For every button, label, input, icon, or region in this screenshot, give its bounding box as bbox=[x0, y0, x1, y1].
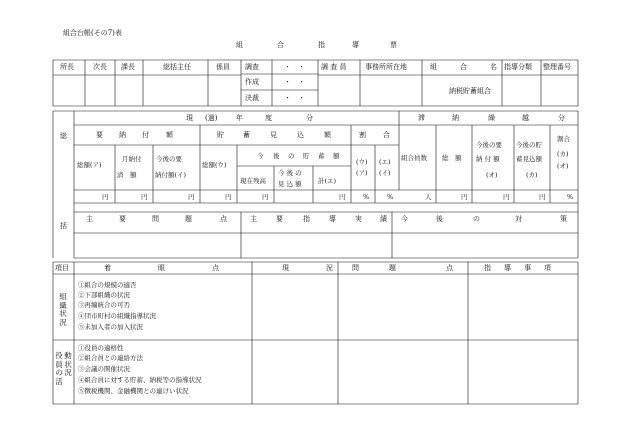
list-item: ③再編統合の可否 bbox=[78, 301, 130, 309]
office-location-label: 事務所所在地 bbox=[365, 63, 407, 71]
current-balance-label: 現在残高 bbox=[240, 177, 266, 185]
investigator-label: 調 査 員 bbox=[321, 63, 347, 71]
position-staff: 係員 bbox=[216, 63, 230, 71]
form-label: 組合台帳(その7)表 bbox=[63, 29, 122, 37]
list-item: ②下部組織の状況 bbox=[78, 291, 130, 299]
total-a-label: 総額(ア) bbox=[77, 161, 102, 169]
date-survey: ・ ・ bbox=[284, 63, 305, 71]
position-section-chief: 課長 bbox=[121, 63, 135, 71]
total-u-label: 総額(ウ) bbox=[202, 161, 227, 169]
position-chief: 総括主任 bbox=[163, 63, 191, 71]
date-approve: ・ ・ bbox=[284, 94, 305, 102]
officer-activity-label-b: 動 状 況 bbox=[64, 351, 72, 378]
stage-survey: 調査 bbox=[245, 63, 259, 71]
position-director: 所長 bbox=[60, 63, 74, 71]
officer-activity-label-a: 役 員 の 活 bbox=[55, 351, 63, 386]
guidance-class-label: 指導分類 bbox=[504, 63, 532, 71]
list-item: ④組合員に対する貯蓄、納税等の指導状況 bbox=[78, 376, 202, 384]
total-e-label: 計(エ) bbox=[318, 177, 337, 185]
side-label-katsu: 括 bbox=[60, 222, 67, 230]
list-item: ⑤未加入者の加入状況 bbox=[78, 323, 143, 331]
members-count-label: 組合員数 bbox=[401, 154, 427, 162]
position-deputy: 次長 bbox=[93, 63, 107, 71]
stage-approve: 決裁 bbox=[245, 94, 259, 102]
serial-number-label: 整理番号 bbox=[543, 63, 571, 71]
item-header: 項目 bbox=[55, 264, 69, 272]
union-name-value: 納税貯蓄組合 bbox=[449, 87, 491, 95]
list-item: ②組合員との連絡方法 bbox=[78, 354, 143, 362]
list-item: ⑤徴税機関、金融機関との連けい状況 bbox=[78, 387, 189, 395]
list-item: ③会議の開催状況 bbox=[78, 365, 130, 373]
org-status-label: 組 織 状 況 bbox=[59, 292, 67, 327]
list-item: ④団市町村の組織指導状況 bbox=[78, 312, 156, 320]
list-item: ①役員の適格性 bbox=[78, 344, 124, 352]
date-create: ・ ・ bbox=[284, 78, 305, 86]
list-item: ①組合の規模の適否 bbox=[78, 281, 137, 289]
side-label-sou: 総 bbox=[60, 132, 67, 140]
stage-create: 作成 bbox=[245, 78, 259, 86]
arrears-total-label: 総 額 bbox=[442, 154, 462, 162]
